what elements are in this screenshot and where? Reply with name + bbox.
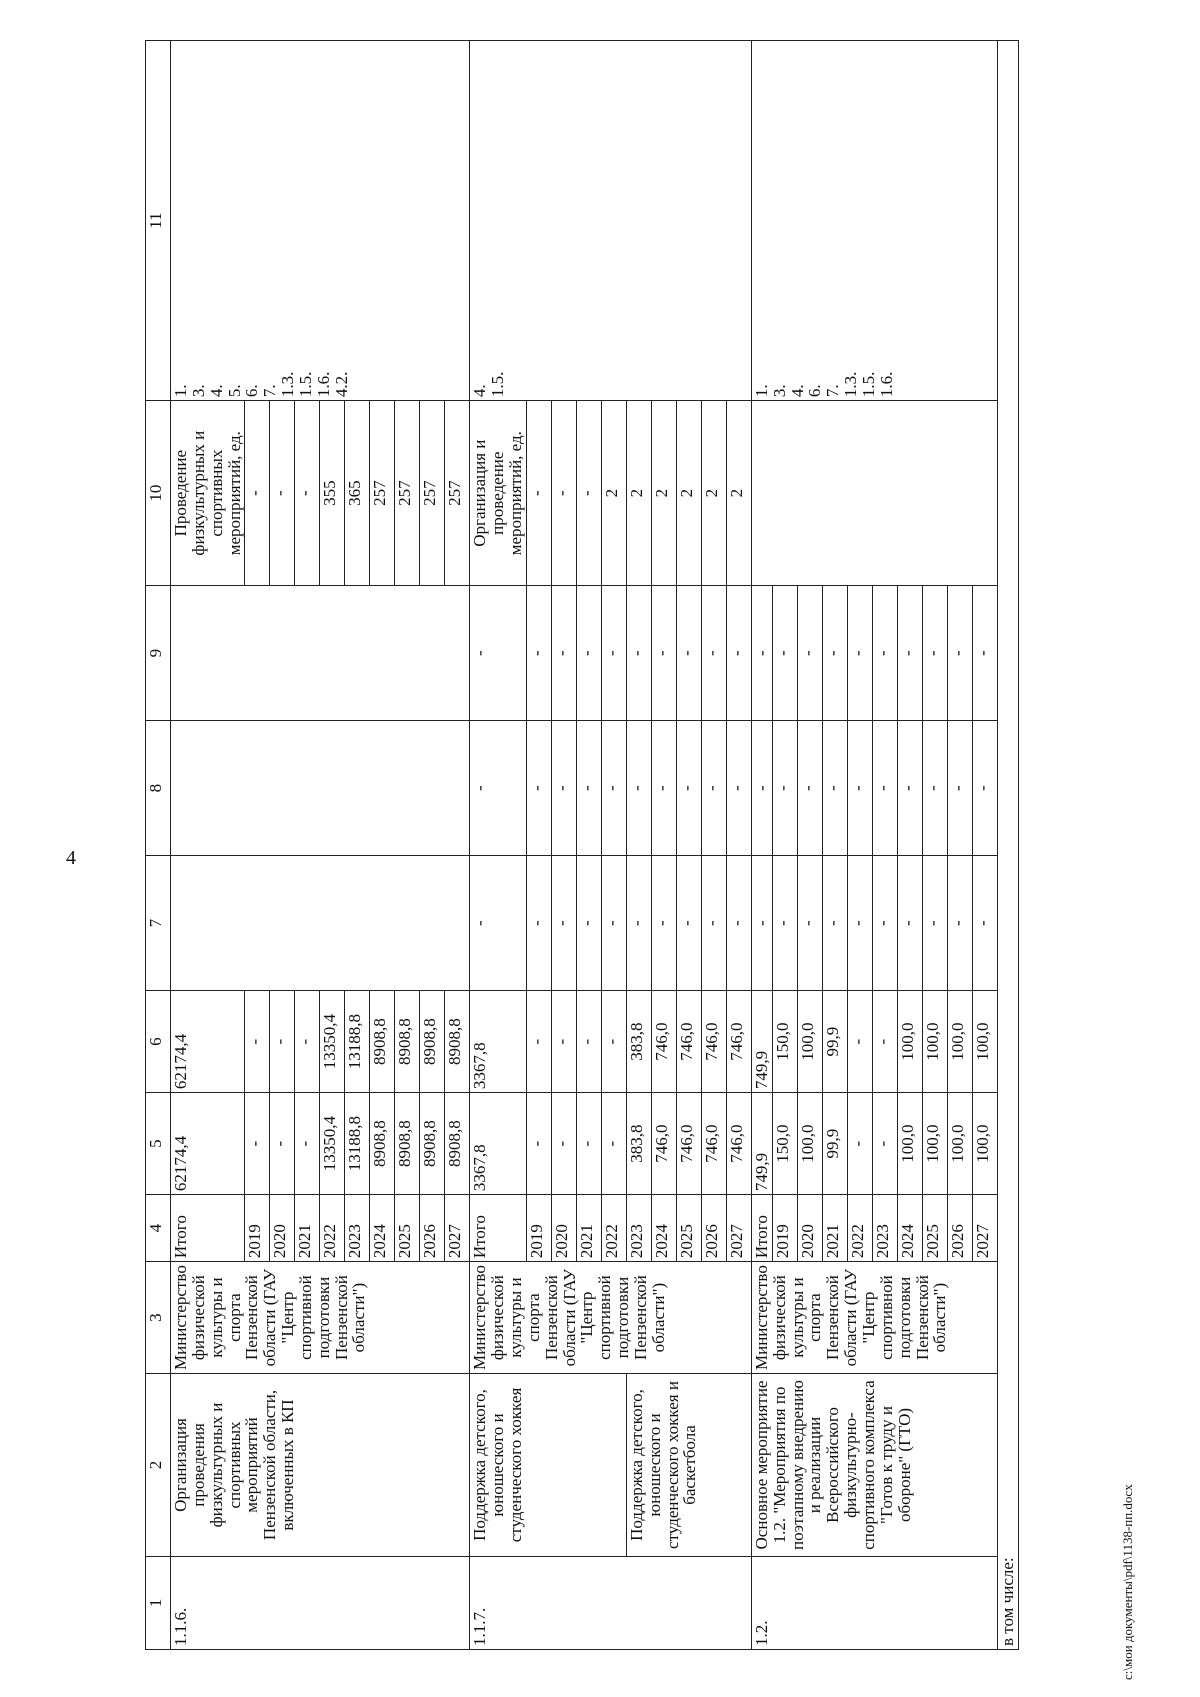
value-cell: - (601, 721, 626, 856)
table-row-subtotal (997, 41, 1018, 1650)
year-cell: 2026 (701, 1195, 726, 1262)
value-cell: - (726, 586, 751, 721)
year-cell: 2021 (295, 1195, 320, 1262)
value-cell: - (922, 586, 947, 721)
value-cell: - (295, 1093, 320, 1195)
value-cell: - (772, 586, 797, 721)
total-label: Итого (751, 1195, 772, 1262)
value-cell: 8908,8 (395, 1093, 420, 1195)
value-cell: - (872, 856, 897, 991)
indicator-value: 2 (676, 401, 701, 586)
indicator-value: 2 (651, 401, 676, 586)
value-cell: - (551, 586, 576, 721)
value-cell: - (601, 1093, 626, 1195)
year-cell: 2019 (772, 1195, 797, 1262)
indicator-value: 257 (395, 401, 420, 586)
value-cell: 746,0 (651, 1093, 676, 1195)
value-cell: 8908,8 (395, 991, 420, 1093)
value-cell: - (651, 586, 676, 721)
program-table (145, 40, 1019, 1650)
value-cell: - (726, 721, 751, 856)
header-cell: 6 (146, 991, 171, 1093)
value-cell: - (872, 586, 897, 721)
activity-name: Основное мероприятие 1.2. "Мероприятия по поэтапному внедрению и реализации Всероссийского физкультурно-спортивного комплекса "Готов к труду и обороне" (ГТО) (751, 1374, 997, 1557)
value-cell: 13188,8 (345, 1093, 370, 1195)
header-cell: 8 (146, 721, 171, 856)
value-cell: - (897, 586, 922, 721)
total-value: - (470, 721, 527, 856)
indicator-value: 2 (626, 401, 651, 586)
value-cell: 99,9 (822, 1093, 847, 1195)
header-cell: 7 (146, 856, 171, 991)
value-cell: 13188,8 (345, 991, 370, 1093)
subtotal-label: в том числе: (997, 41, 1018, 1650)
value-cell: 8908,8 (445, 991, 470, 1093)
empty-cell (171, 721, 470, 856)
value-cell: - (526, 991, 551, 1093)
header-row (146, 41, 171, 1650)
header-cell: 9 (146, 586, 171, 721)
value-cell: 746,0 (676, 991, 701, 1093)
indicator-value: - (576, 401, 601, 586)
value-cell: - (526, 1093, 551, 1195)
empty-cell (171, 586, 470, 721)
value-cell: 746,0 (726, 991, 751, 1093)
indicator-value: 355 (320, 401, 345, 586)
value-cell: - (726, 856, 751, 991)
value-cell: - (847, 856, 872, 991)
value-cell: - (270, 1093, 295, 1195)
total-value: - (751, 856, 772, 991)
total-value: - (751, 721, 772, 856)
value-cell: 8908,8 (445, 1093, 470, 1195)
header-cell: 4 (146, 1195, 171, 1262)
value-cell: 99,9 (822, 991, 847, 1093)
value-cell: - (847, 991, 872, 1093)
indicator-value: - (295, 401, 320, 586)
refs-cell: 1. 3. 4. 6. 7. 1.3. 1.5. 1.6. (751, 41, 997, 401)
total-value: - (751, 586, 772, 721)
activity-name: Поддержка детского, юношеского и студенческого хоккея и баскетбола (626, 1374, 751, 1557)
value-cell: 13350,4 (320, 1093, 345, 1195)
value-cell: - (576, 586, 601, 721)
year-cell: 2020 (797, 1195, 822, 1262)
table-row-1-1-6-total (171, 41, 245, 1650)
value-cell: - (270, 991, 295, 1093)
file-path-text: c:\мои документы\pdf\1138-пп.docx (1120, 1484, 1135, 1680)
year-cell: 2026 (947, 1195, 972, 1262)
year-cell: 2025 (676, 1195, 701, 1262)
row-number: 1.1.7. (470, 1557, 752, 1650)
value-cell: - (822, 856, 847, 991)
value-cell: - (601, 856, 626, 991)
value-cell: - (551, 1093, 576, 1195)
header-cell: 5 (146, 1093, 171, 1195)
total-value: 3367,8 (470, 1093, 527, 1195)
indicator-value: - (270, 401, 295, 586)
year-cell: 2025 (395, 1195, 420, 1262)
value-cell: 383,8 (626, 1093, 651, 1195)
value-cell: 746,0 (726, 1093, 751, 1195)
year-cell: 2026 (420, 1195, 445, 1262)
empty-cell (751, 401, 997, 586)
file-path-footer (1120, 1484, 1140, 1680)
value-cell: 100,0 (797, 991, 822, 1093)
value-cell: - (797, 856, 822, 991)
value-cell: 100,0 (972, 1093, 997, 1195)
total-value: - (470, 586, 527, 721)
year-cell: 2023 (626, 1195, 651, 1262)
indicator-value: 2 (726, 401, 751, 586)
year-cell: 2023 (345, 1195, 370, 1262)
value-cell: - (897, 721, 922, 856)
value-cell: - (922, 856, 947, 991)
value-cell: - (551, 721, 576, 856)
year-cell: 2019 (245, 1195, 270, 1262)
value-cell: - (576, 721, 601, 856)
refs-cell: 4. 1.5. (470, 41, 752, 401)
executor-name: Министерство физической культуры и спорта Пензенской области (ГАУ "Центр спортивной подготовки Пензенской области") (470, 1262, 752, 1374)
value-cell: - (676, 586, 701, 721)
year-cell: 2024 (651, 1195, 676, 1262)
value-cell: 746,0 (651, 991, 676, 1093)
total-value: 62174,4 (171, 991, 245, 1093)
value-cell: 8908,8 (370, 1093, 395, 1195)
indicator-value: 257 (370, 401, 395, 586)
value-cell: - (897, 856, 922, 991)
value-cell: - (922, 721, 947, 856)
value-cell: - (972, 586, 997, 721)
total-value: - (470, 856, 527, 991)
value-cell: 100,0 (947, 1093, 972, 1195)
indicator-value: 2 (701, 401, 726, 586)
value-cell: 8908,8 (420, 1093, 445, 1195)
header-cell: 11 (146, 41, 171, 401)
value-cell: - (701, 721, 726, 856)
value-cell: 100,0 (922, 991, 947, 1093)
year-cell: 2022 (601, 1195, 626, 1262)
value-cell: - (972, 721, 997, 856)
value-cell: 8908,8 (370, 991, 395, 1093)
total-label: Итого (470, 1195, 527, 1262)
value-cell: - (872, 721, 897, 856)
value-cell: - (797, 721, 822, 856)
indicator-name: Проведение физкультурных и спортивных мероприятий, ед. (171, 401, 245, 586)
header-cell: 10 (146, 401, 171, 586)
year-cell: 2020 (270, 1195, 295, 1262)
value-cell: - (947, 586, 972, 721)
table-row-1-1-7-total (470, 41, 527, 1650)
empty-cell (171, 856, 470, 991)
year-cell: 2027 (972, 1195, 997, 1262)
value-cell: - (651, 721, 676, 856)
value-cell: - (245, 1093, 270, 1195)
program-table-rotated (145, 40, 1075, 1650)
value-cell: - (947, 721, 972, 856)
indicator-name: Организация и проведение мероприятий, ед. (470, 401, 527, 586)
total-value: 749,9 (751, 1093, 772, 1195)
row-number: 1.1.6. (171, 1557, 470, 1650)
value-cell: - (626, 856, 651, 991)
year-cell: 2020 (551, 1195, 576, 1262)
value-cell: - (576, 991, 601, 1093)
value-cell: - (245, 991, 270, 1093)
value-cell: 100,0 (947, 991, 972, 1093)
value-cell: - (822, 586, 847, 721)
value-cell: - (601, 586, 626, 721)
value-cell: 100,0 (922, 1093, 947, 1195)
executor-name: Министерство физической культуры и спорта Пензенской области (ГАУ "Центр спортивной подготовки Пензенской области") (751, 1262, 997, 1374)
row-number: 1.2. (751, 1557, 997, 1650)
value-cell: - (772, 856, 797, 991)
value-cell: 746,0 (701, 991, 726, 1093)
indicator-value: 365 (345, 401, 370, 586)
total-value: 3367,8 (470, 991, 527, 1093)
year-cell: 2022 (320, 1195, 345, 1262)
value-cell: - (797, 586, 822, 721)
value-cell: 8908,8 (420, 991, 445, 1093)
value-cell: - (972, 856, 997, 991)
value-cell: - (576, 1093, 601, 1195)
value-cell: - (847, 721, 872, 856)
value-cell: 100,0 (972, 991, 997, 1093)
value-cell: - (626, 586, 651, 721)
year-cell: 2024 (370, 1195, 395, 1262)
refs-cell: 1. 3. 4. 5. 6. 7. 1.3. 1.5. 1.6. 4.2. (171, 41, 470, 401)
page-number: 4 (66, 847, 76, 869)
value-cell: 13350,4 (320, 991, 345, 1093)
year-cell: 2027 (445, 1195, 470, 1262)
value-cell: - (526, 721, 551, 856)
value-cell: - (872, 991, 897, 1093)
year-cell: 2023 (872, 1195, 897, 1262)
activity-name: Поддержка детского, юношеского и студенческого хоккея (470, 1374, 627, 1557)
table-row-1-2-total (751, 41, 772, 1650)
value-cell: - (601, 991, 626, 1093)
total-value: 749,9 (751, 991, 772, 1093)
indicator-value: - (551, 401, 576, 586)
year-cell: 2019 (526, 1195, 551, 1262)
value-cell: - (947, 856, 972, 991)
header-cell: 2 (146, 1374, 171, 1557)
indicator-value: 257 (420, 401, 445, 586)
year-cell: 2022 (847, 1195, 872, 1262)
value-cell: - (551, 856, 576, 991)
year-cell: 2025 (922, 1195, 947, 1262)
indicator-value: - (245, 401, 270, 586)
total-label: Итого (171, 1195, 245, 1262)
value-cell: - (551, 991, 576, 1093)
value-cell: - (295, 991, 320, 1093)
value-cell: - (701, 586, 726, 721)
value-cell: 100,0 (797, 1093, 822, 1195)
value-cell: - (526, 856, 551, 991)
value-cell: - (626, 721, 651, 856)
value-cell: - (701, 856, 726, 991)
year-cell: 2021 (576, 1195, 601, 1262)
value-cell: 150,0 (772, 1093, 797, 1195)
header-cell: 3 (146, 1262, 171, 1374)
value-cell: - (651, 856, 676, 991)
value-cell: 100,0 (897, 991, 922, 1093)
value-cell: 383,8 (626, 991, 651, 1093)
header-cell: 1 (146, 1557, 171, 1650)
year-cell: 2027 (726, 1195, 751, 1262)
value-cell: 746,0 (676, 1093, 701, 1195)
activity-name: Организация проведения физкультурных и спортивных мероприятий Пензенской области, включенных в КП (171, 1374, 470, 1557)
value-cell: - (847, 1093, 872, 1195)
value-cell: 100,0 (897, 1093, 922, 1195)
value-cell: - (676, 856, 701, 991)
indicator-value: 2 (601, 401, 626, 586)
value-cell: 746,0 (701, 1093, 726, 1195)
executor-name: Министерство физической культуры и спорта Пензенской области (ГАУ "Центр спортивной подготовки Пензенской области") (171, 1262, 470, 1374)
value-cell: - (872, 1093, 897, 1195)
value-cell: 150,0 (772, 991, 797, 1093)
value-cell: - (676, 721, 701, 856)
value-cell: - (526, 586, 551, 721)
indicator-value: 257 (445, 401, 470, 586)
total-value: 62174,4 (171, 1093, 245, 1195)
value-cell: - (772, 721, 797, 856)
year-cell: 2021 (822, 1195, 847, 1262)
value-cell: - (847, 586, 872, 721)
year-cell: 2024 (897, 1195, 922, 1262)
indicator-value: - (526, 401, 551, 586)
value-cell: - (822, 721, 847, 856)
value-cell: - (576, 856, 601, 991)
